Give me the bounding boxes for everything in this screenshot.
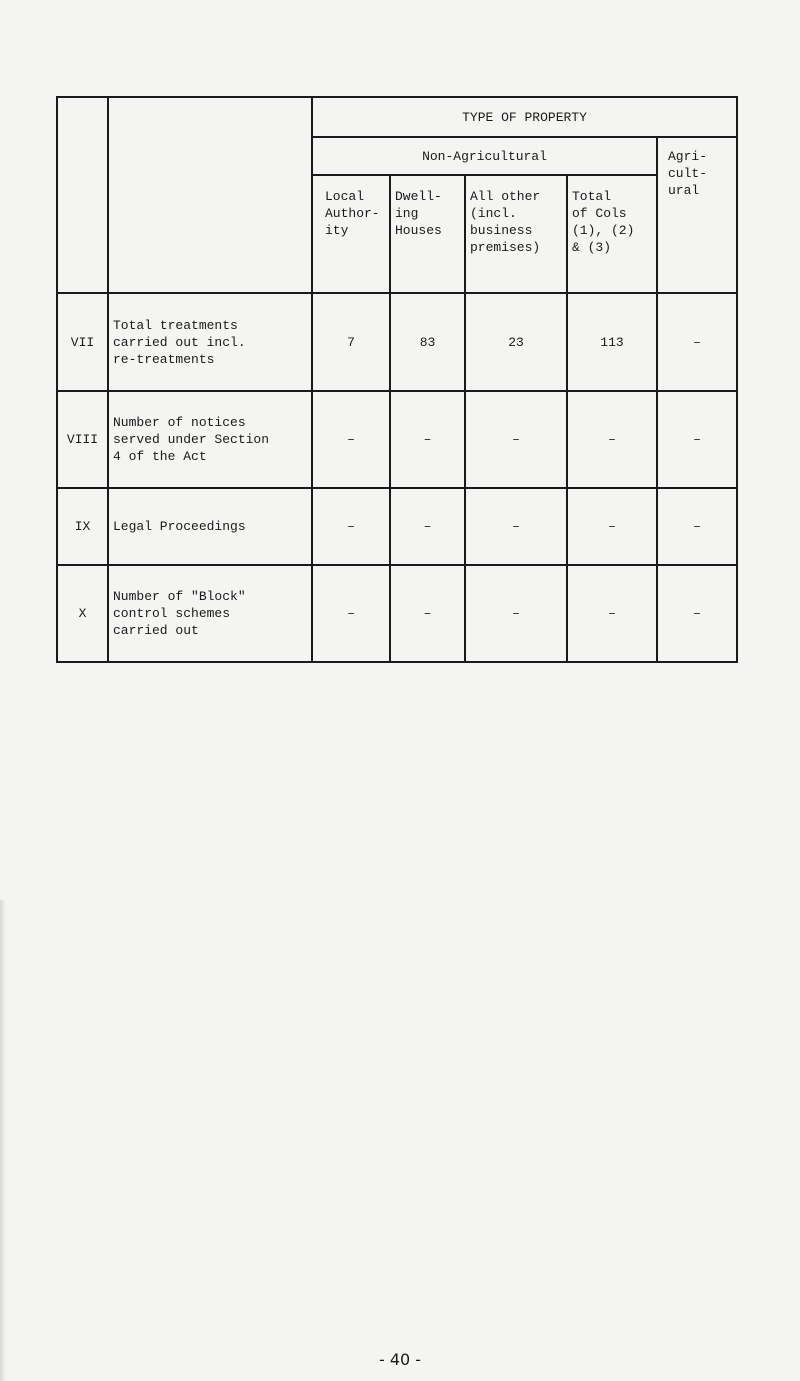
table-row [57,293,737,391]
cell-dwelling-houses: – [390,488,465,565]
table-row [57,391,737,488]
page-number: - 40 - [378,1350,422,1369]
row-description: Legal Proceedings [108,488,312,565]
cell-agricultural: – [657,488,737,565]
cell-all-other: – [465,488,567,565]
cell-all-other: – [465,391,567,488]
cell-agricultural: – [657,293,737,391]
blank-header-cell-description [108,97,312,293]
dwelling-houses-label: Dwell- ing Houses [395,189,442,238]
cell-dwelling-houses: – [390,565,465,662]
cell-dwelling-houses: – [390,391,465,488]
agricultural-header: Agri- cult- ural [657,137,737,293]
local-authority-label: Local Author- ity [325,189,380,238]
cell-local-authority: 7 [312,293,390,391]
all-other-header [465,175,567,293]
all-other-label: All other (incl. business premises) [470,189,541,255]
cell-all-other: – [465,565,567,662]
dwelling-houses-header [390,175,465,293]
table-row [57,488,737,565]
table-row [57,565,737,662]
cell-dwelling-houses: 83 [390,293,465,391]
row-number: IX [57,488,108,565]
row-number: X [57,565,108,662]
non-agricultural-header: Non-Agricultural [312,137,657,175]
cell-total: – [567,565,657,662]
row-number: VII [57,293,108,391]
cell-total: – [567,391,657,488]
property-treatment-table [56,96,738,663]
cell-local-authority: – [312,565,390,662]
cell-total: 113 [567,293,657,391]
cell-local-authority: – [312,488,390,565]
cell-agricultural: – [657,565,737,662]
row-number: VIII [57,391,108,488]
total-label: Total of Cols (1), (2) & (3) [572,189,635,255]
blank-header-cell-number [57,97,108,293]
cell-total: – [567,488,657,565]
row-description: Number of "Block" control schemes carried out [108,565,312,662]
row-description: Number of notices served under Section 4 of the Act [108,391,312,488]
type-of-property-header: TYPE OF PROPERTY [312,97,737,137]
cell-agricultural: – [657,391,737,488]
cell-all-other: 23 [465,293,567,391]
cell-local-authority: – [312,391,390,488]
total-header [567,175,657,293]
row-description: Total treatments carried out incl. re-treatments [108,293,312,391]
local-authority-header [312,175,390,293]
page-edge-shadow [0,900,6,1381]
